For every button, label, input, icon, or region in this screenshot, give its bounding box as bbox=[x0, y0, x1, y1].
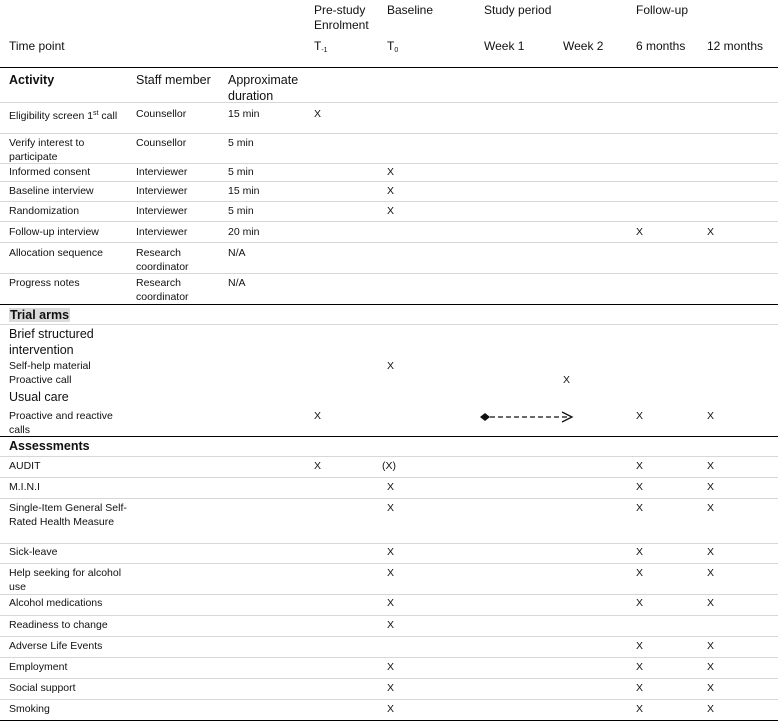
divider bbox=[0, 543, 778, 544]
divider bbox=[0, 304, 778, 305]
t-zero-prefix: T bbox=[387, 39, 395, 53]
check-mark: X bbox=[387, 597, 395, 609]
activity-staff: Counsellor bbox=[136, 137, 187, 149]
activity-name: Progress notes bbox=[9, 277, 80, 289]
divider bbox=[0, 273, 778, 274]
divider bbox=[0, 594, 778, 595]
check-mark: X bbox=[636, 640, 644, 652]
check-mark: X bbox=[636, 502, 644, 514]
assessment-name: M.I.N.I bbox=[9, 481, 40, 493]
activity-staff: Interviewer bbox=[136, 185, 188, 197]
check-mark: X bbox=[707, 682, 715, 694]
divider bbox=[0, 436, 778, 437]
trial-arms-title bbox=[9, 307, 70, 323]
usual-care-label: Usual care bbox=[9, 390, 69, 404]
check-mark: X bbox=[636, 226, 644, 238]
divider bbox=[0, 720, 778, 721]
t-zero bbox=[387, 39, 398, 58]
check-mark: X bbox=[387, 481, 395, 493]
check-mark: X bbox=[387, 166, 395, 178]
divider bbox=[0, 324, 778, 325]
check-mark-parenthesized: (X) bbox=[382, 460, 396, 472]
assessment-name: Adverse Life Events bbox=[9, 640, 103, 652]
activity-duration: 5 min bbox=[228, 205, 254, 217]
check-mark: X bbox=[707, 661, 715, 673]
assessments-title: Assessments bbox=[9, 439, 90, 453]
check-mark: X bbox=[563, 374, 571, 386]
activity-duration: 20 min bbox=[228, 226, 260, 238]
activity-name: Verify interest to participate bbox=[9, 137, 85, 163]
week2-label: Week 2 bbox=[563, 39, 604, 53]
staff-member-header: Staff member bbox=[136, 73, 211, 87]
activity-duration: N/A bbox=[228, 277, 246, 289]
check-mark: X bbox=[707, 481, 715, 493]
check-mark: X bbox=[387, 502, 395, 514]
assessment-name: Social support bbox=[9, 682, 76, 694]
divider bbox=[0, 615, 778, 616]
check-mark: X bbox=[707, 640, 715, 652]
check-mark: X bbox=[387, 360, 395, 372]
check-mark: X bbox=[636, 661, 644, 673]
assessment-name: AUDIT bbox=[9, 460, 41, 472]
t-minus-prefix: T bbox=[314, 39, 322, 53]
divider bbox=[0, 242, 778, 243]
check-mark: X bbox=[707, 502, 715, 514]
col-followup-header: Follow-up bbox=[636, 3, 689, 17]
activity-staff: Interviewer bbox=[136, 166, 188, 178]
assessment-name: Sick-leave bbox=[9, 546, 58, 558]
t-minus-1 bbox=[314, 39, 328, 58]
check-mark: X bbox=[707, 567, 715, 579]
time-point-label: Time point bbox=[9, 39, 65, 53]
activity-duration: N/A bbox=[228, 247, 246, 259]
activity-duration: 5 min bbox=[228, 137, 254, 149]
divider bbox=[0, 563, 778, 564]
activity-name-main: Eligibility screen 1 bbox=[9, 110, 94, 122]
divider bbox=[0, 201, 778, 202]
check-mark: X bbox=[387, 185, 395, 197]
activity-name bbox=[9, 107, 129, 123]
check-mark: X bbox=[707, 703, 715, 715]
check-mark: X bbox=[314, 108, 322, 120]
activity-duration: 15 min bbox=[228, 108, 260, 120]
activity-duration: 15 min bbox=[228, 185, 260, 197]
check-mark: X bbox=[707, 460, 715, 472]
divider bbox=[0, 678, 778, 679]
divider bbox=[0, 498, 778, 499]
approx-duration-header: Approximate duration bbox=[228, 73, 299, 103]
check-mark: X bbox=[387, 567, 395, 579]
check-mark: X bbox=[636, 682, 644, 694]
activity-name-tail: call bbox=[98, 110, 118, 122]
assessment-name: Smoking bbox=[9, 703, 50, 715]
check-mark: X bbox=[707, 597, 715, 609]
activity-staff: Research coordinator bbox=[136, 247, 189, 273]
divider bbox=[0, 699, 778, 700]
activity-duration: 5 min bbox=[228, 166, 254, 178]
check-mark: X bbox=[707, 226, 715, 238]
check-mark: X bbox=[387, 661, 395, 673]
activity-staff: Research coordinator bbox=[136, 277, 189, 303]
week1-label: Week 1 bbox=[484, 39, 525, 53]
activity-staff: Interviewer bbox=[136, 226, 188, 238]
activity-name: Allocation sequence bbox=[9, 247, 103, 259]
proactive-reactive-label: Proactive and reactive calls bbox=[9, 410, 113, 436]
divider bbox=[0, 657, 778, 658]
assessment-name: Single-Item General Self-Rated Health Measure bbox=[9, 502, 127, 528]
divider bbox=[0, 477, 778, 478]
col-study-period-header: Study period bbox=[484, 3, 552, 17]
divider bbox=[0, 636, 778, 637]
check-mark: X bbox=[636, 481, 644, 493]
brief-intervention-label: Brief structured intervention bbox=[9, 327, 94, 357]
check-mark: X bbox=[314, 460, 322, 472]
activity-name-sup: st bbox=[93, 110, 99, 117]
activity-name: Baseline interview bbox=[9, 185, 94, 197]
divider bbox=[0, 163, 778, 164]
check-mark: X bbox=[314, 410, 322, 422]
activity-name: Informed consent bbox=[9, 166, 91, 178]
assessment-name: Help seeking for alcohol use bbox=[9, 567, 122, 593]
divider bbox=[0, 102, 778, 103]
check-mark: X bbox=[636, 546, 644, 558]
check-mark: X bbox=[636, 410, 644, 422]
t-zero-subscript: 0 bbox=[394, 47, 399, 54]
divider bbox=[0, 67, 778, 68]
check-mark: X bbox=[636, 460, 644, 472]
col-baseline-header: Baseline bbox=[387, 3, 434, 17]
check-mark: X bbox=[707, 410, 715, 422]
proactive-call-label: Proactive call bbox=[9, 374, 72, 386]
activity-name: Follow-up interview bbox=[9, 226, 99, 238]
check-mark: X bbox=[387, 682, 395, 694]
divider bbox=[0, 221, 778, 222]
activity-staff: Interviewer bbox=[136, 205, 188, 217]
months6-label: 6 months bbox=[636, 39, 686, 53]
check-mark: X bbox=[707, 546, 715, 558]
activity-name: Randomization bbox=[9, 205, 80, 217]
self-help-label: Self-help material bbox=[9, 360, 91, 372]
assessment-name: Employment bbox=[9, 661, 68, 673]
t-minus-subscript: -1 bbox=[321, 47, 328, 54]
assessment-name: Alcohol medications bbox=[9, 597, 103, 609]
assessment-name: Readiness to change bbox=[9, 619, 108, 631]
trial-arms-title-text: Trial arms bbox=[10, 308, 70, 322]
activity-header: Activity bbox=[9, 73, 55, 87]
dashed-arrow-icon bbox=[478, 407, 578, 427]
check-mark: X bbox=[387, 546, 395, 558]
divider bbox=[0, 133, 778, 134]
activity-staff: Counsellor bbox=[136, 108, 187, 120]
divider bbox=[0, 181, 778, 182]
check-mark: X bbox=[636, 703, 644, 715]
check-mark: X bbox=[636, 597, 644, 609]
col-prestudy-header: Pre-study Enrolment bbox=[314, 3, 369, 32]
divider bbox=[0, 456, 778, 457]
check-mark: X bbox=[387, 703, 395, 715]
check-mark: X bbox=[387, 205, 395, 217]
months12-label: 12 months bbox=[707, 39, 764, 53]
check-mark: X bbox=[636, 567, 644, 579]
check-mark: X bbox=[387, 619, 395, 631]
